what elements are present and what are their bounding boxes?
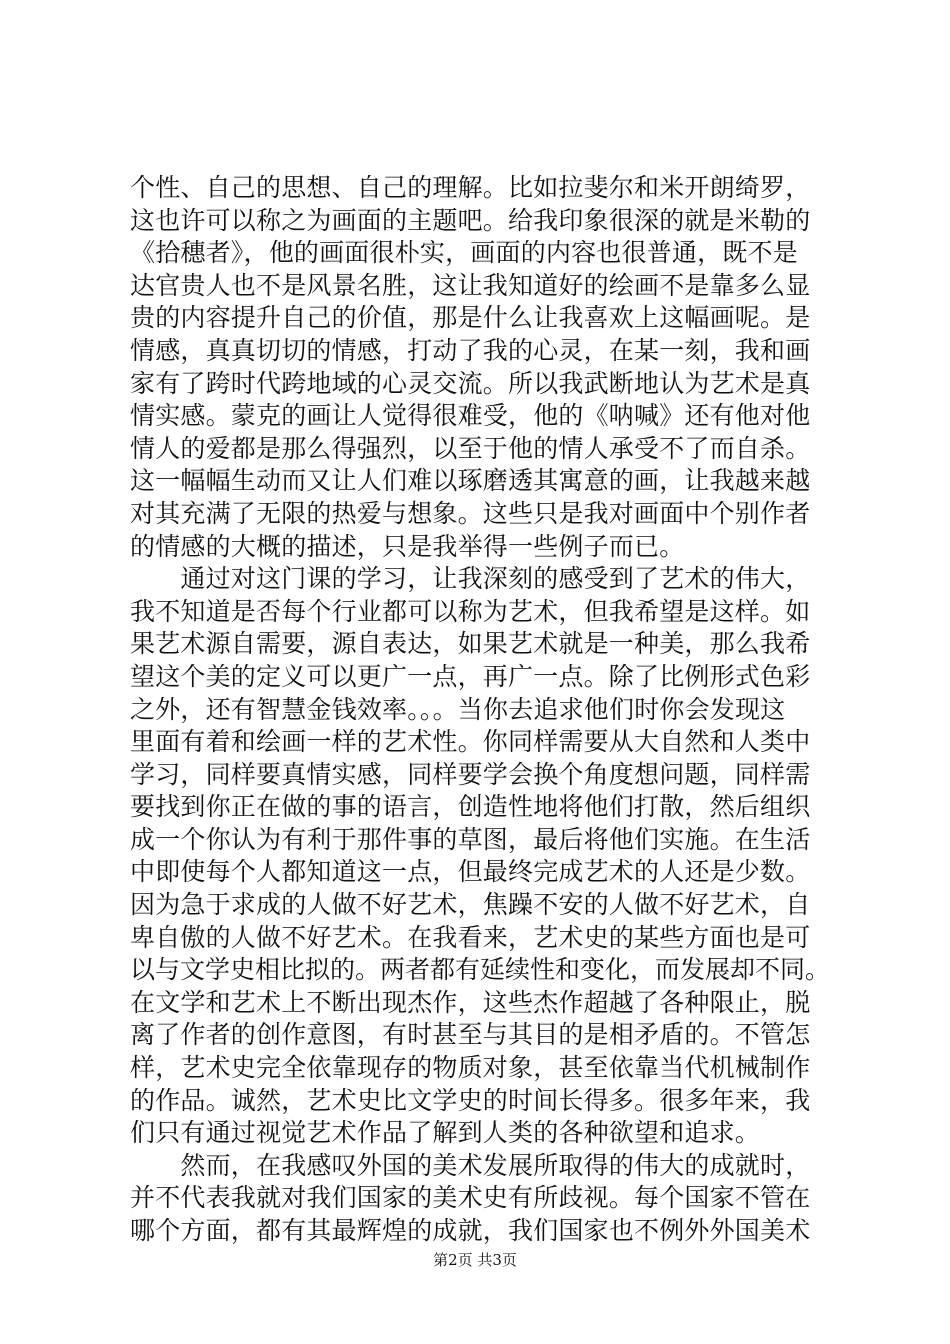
text-line: 样，艺术史完全依靠现存的物质对象，甚至依靠当代机械制作 (130, 1053, 811, 1083)
text-line: 要找到你正在做的事的语言，创造性地将他们打散，然后组织 (130, 792, 811, 822)
text-line: 们只有通过视觉艺术作品了解到人类的各种欲望和追求。 (130, 1118, 761, 1148)
text-line: 《拾穗者》，他的画面很朴实，画面的内容也很普通，既不是 (130, 238, 798, 268)
text-line: 情实感。蒙克的画让人觉得很难受，他的《呐喊》还有他对他 (130, 401, 811, 431)
text-line: 达官贵人也不是风景名胜，这让我知道好的绘画不是靠多么显 (130, 270, 811, 300)
text-line: 卑自傲的人做不好艺术。在我看来，艺术史的某些方面也是可 (130, 922, 811, 952)
text-line: 之外，还有智慧金钱效率。。。当你去追求他们时你会发现这 (130, 694, 786, 724)
text-line: 在文学和艺术上不断出现杰作，这些杰作超越了各种限止，脱 (130, 987, 811, 1017)
text-line: 成一个你认为有利于那件事的草图，最后将他们实施。在生活 (130, 824, 811, 854)
text-line: 然而，在我感叹外国的美术发展所取得的伟大的成就时， (130, 1150, 811, 1180)
text-line: 望这个美的定义可以更广一点，再广一点。除了比例形式色彩 (130, 661, 811, 691)
text-line: 我不知道是否每个行业都可以称为艺术，但我希望是这样。如 (130, 596, 811, 626)
text-line: 因为急于求成的人做不好艺术，焦躁不安的人做不好艺术，自 (130, 890, 811, 920)
text-line: 学习，同样要真情实感，同样要学会换个角度想问题，同样需 (130, 759, 811, 789)
text-line: 离了作者的创作意图，有时甚至与其目的是相矛盾的。不管怎 (130, 1020, 811, 1050)
text-line: 对其充满了无限的热爱与想象。这些只是我对画面中个别作者 (130, 498, 811, 528)
text-line: 果艺术源自需要，源自表达，如果艺术就是一种美，那么我希 (130, 629, 811, 659)
text-line: 贵的内容提升自己的价值，那是什么让我喜欢上这幅画呢。是 (130, 303, 811, 333)
page-footer (0, 1250, 950, 1270)
body-text (130, 172, 830, 1248)
text-line: 这一幅幅生动而又让人们难以琢磨透其寓意的画，让我越来越 (130, 466, 811, 496)
text-line: 这也许可以称之为画面的主题吧。给我印象很深的就是米勒的 (130, 205, 811, 235)
text-line: 情人的爱都是那么得强烈，以至于他的情人承受不了而自杀。 (130, 433, 811, 463)
text-line: 家有了跨时代跨地域的心灵交流。所以我武断地认为艺术是真 (130, 368, 811, 398)
text-line: 哪个方面，都有其最辉煌的成就，我们国家也不例外外国美术 (130, 1216, 811, 1245)
text-line: 里面有着和绘画一样的艺术性。你同样需要从大自然和人类中 (130, 727, 811, 757)
text-line: 并不代表我就对我们国家的美术史有所歧视。每个国家不管在 (130, 1183, 811, 1213)
text-line: 以与文学史相比拟的。两者都有延续性和变化，而发展却不同。 (130, 955, 831, 985)
text-line: 的情感的大概的描述，只是我举得一些例子而已。 (130, 531, 685, 561)
text-line: 个性、自己的思想、自己的理解。比如拉斐尔和米开朗绮罗， (130, 173, 811, 202)
page-number-label: 第2页 共3页 (433, 1251, 517, 1269)
text-line: 中即使每个人都知道这一点，但最终完成艺术的人还是少数。 (130, 857, 811, 887)
text-line: 情感，真真切切的情感，打动了我的心灵，在某一刻，我和画 (130, 335, 811, 365)
text-line: 通过对这门课的学习，让我深刻的感受到了艺术的伟大， (130, 564, 811, 594)
text-line: 的作品。诚然，艺术史比文学史的时间长得多。很多年来，我 (130, 1085, 811, 1115)
